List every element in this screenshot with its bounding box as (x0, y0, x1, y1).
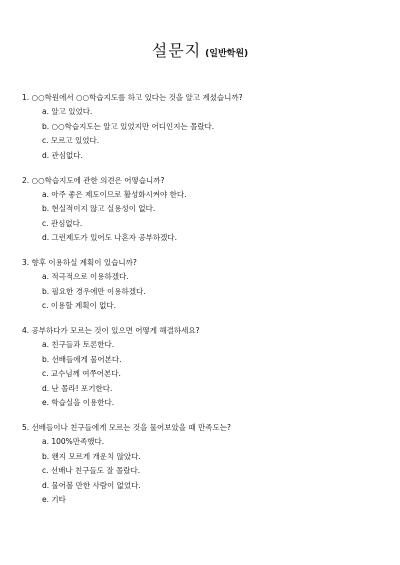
option-3b: b. 필요한 경우에만 이용하겠다. (42, 286, 146, 296)
question-1 (22, 92, 382, 161)
page-title: 설문지 (151, 41, 202, 60)
question-2 (22, 175, 382, 244)
option-4e: e. 학습실을 이용한다. (42, 398, 115, 407)
option-4c: c. 교수님께 여쭈어본다. (42, 369, 121, 378)
option-5d: d. 물어볼 만한 사람이 없었다. (42, 480, 141, 490)
option-1a: a. 알고 있었다. (42, 107, 93, 116)
option-1c: c. 모르고 있었다. (42, 136, 100, 145)
question-text: 3. 향후 이용하실 계획이 있습니까? (22, 258, 137, 267)
page-subtitle: (일반학원) (205, 49, 249, 59)
option-2d: d. 그런제도가 있어도 나혼자 공부하겠다. (42, 233, 177, 242)
option-5e: e. 기타 (42, 495, 66, 504)
question-4 (22, 325, 382, 408)
question-3 (22, 257, 382, 311)
question-text: 2. ○○학습지도에 관한 의견은 어떻습니까? (22, 175, 165, 185)
option-1b: b. ○○학습지도는 알고 있었지만 어디인지는 몰랐다. (42, 121, 215, 131)
survey-title (0, 38, 400, 61)
option-2a: a. 아주 좋은 제도이므로 활성화시켜야 한다. (42, 189, 187, 199)
option-2c: c. 관심없다. (42, 218, 83, 228)
question-text: 1. ○○학원에서 ○○학습지도를 하고 있다는 것을 알고 계셨습니까? (22, 93, 243, 102)
option-4a: a. 친구들과 토론한다. (42, 340, 115, 349)
question-list (22, 92, 382, 519)
option-2b: b. 현실적이지 않고 실용성이 없다. (42, 204, 156, 213)
option-3a: a. 적극적으로 이용하겠다. (42, 272, 129, 281)
option-5c: c. 선배나 친구들도 잘 몰랐다. (42, 466, 141, 475)
question-text: 4. 공부하다가 모르는 것이 있으면 어떻게 해결하세요? (22, 326, 200, 335)
option-4d: d. 난 몰라! 포기한다. (42, 383, 113, 393)
option-1d: d. 관심없다. (42, 150, 83, 160)
option-5a: a. 100%만족했다. (42, 437, 105, 446)
option-4b: b. 선배들에게 물어본다. (42, 354, 122, 364)
question-5 (22, 422, 382, 505)
option-3c: c. 이용할 계획이 없다. (42, 301, 117, 310)
option-5b: b. 왠지 모르게 개운치 않았다. (42, 451, 141, 461)
question-text: 5. 선배들이나 친구들에게 모르는 것을 물어보았을 때 만족도는? (22, 423, 231, 432)
